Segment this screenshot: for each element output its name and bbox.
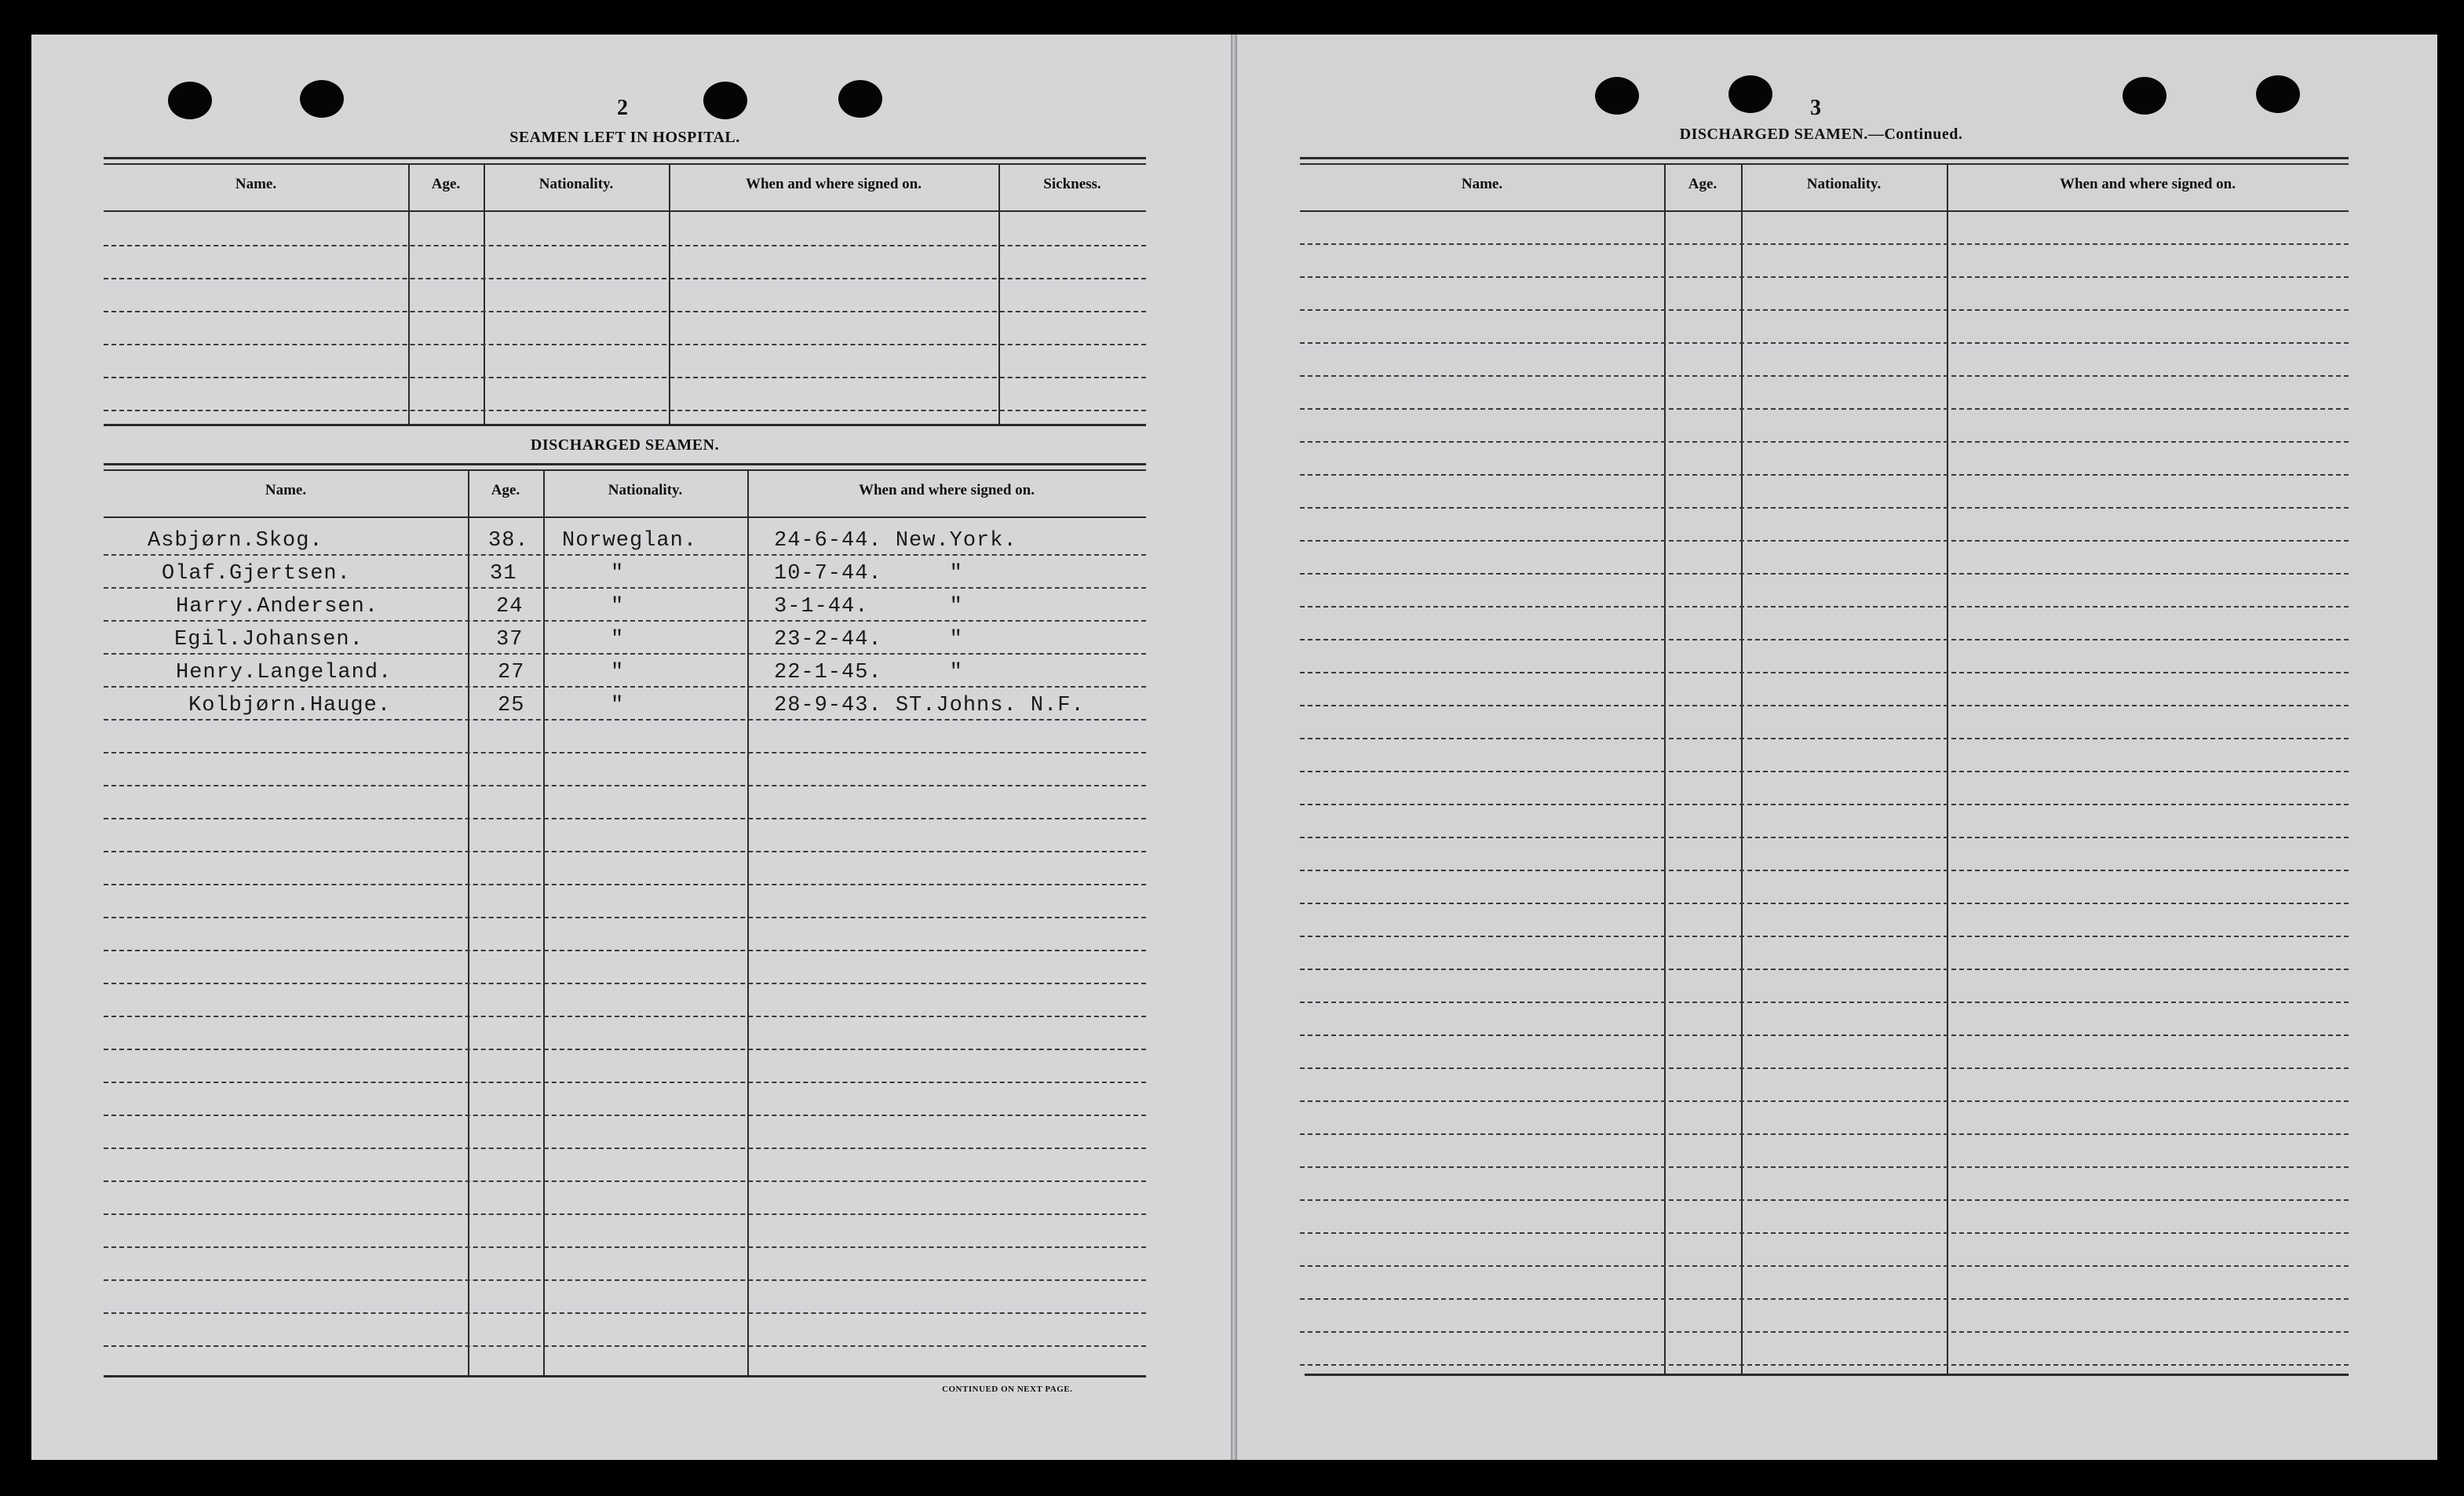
ruled-line [1300, 1166, 2349, 1168]
ruled-line [1300, 1133, 2349, 1135]
ruled-line [104, 950, 1146, 951]
ruled-line [104, 1246, 1146, 1248]
ruled-line [1300, 1232, 2349, 1234]
ruled-line [1300, 243, 2349, 245]
ruled-line [1300, 870, 2349, 871]
seaman-age: 31 [490, 562, 517, 586]
ruled-line [1300, 1002, 2349, 1003]
ruled-line [1300, 1364, 2349, 1366]
ruled-line [104, 1049, 1146, 1050]
seaman-nationality: " [611, 628, 625, 651]
punch-hole [300, 80, 344, 118]
seaman-name: Harry.Andersen. [176, 595, 379, 618]
ruled-line [104, 587, 1146, 589]
seaman-signed-on: 23-2-44. " [774, 628, 963, 651]
seaman-name: Henry.Langeland. [176, 661, 392, 684]
hospital-section-title: SEAMEN LEFT IN HOSPITAL. [509, 129, 740, 146]
ruled-line [1300, 474, 2349, 476]
seaman-nationality: " [611, 562, 625, 586]
ruled-line [104, 245, 1146, 246]
table-rule [104, 157, 1146, 159]
seaman-name: Kolbjørn.Hauge. [188, 694, 392, 717]
ruled-line [104, 1082, 1146, 1083]
ruled-line [104, 311, 1146, 312]
ruled-line [104, 686, 1146, 688]
seaman-name: Olaf.Gjertsen. [162, 562, 351, 586]
column-line [484, 165, 485, 424]
column-line [408, 165, 410, 424]
ruled-line [104, 1180, 1146, 1182]
ruled-line [104, 1345, 1146, 1347]
page-gutter [1231, 35, 1237, 1460]
discharged-section-title: DISCHARGED SEAMEN. [530, 436, 720, 454]
ruled-line [1300, 1199, 2349, 1201]
seaman-name: Asbjørn.Skog. [148, 529, 323, 553]
punch-hole [2256, 75, 2300, 113]
seaman-signed-on: 10-7-44. " [774, 562, 963, 586]
ruled-line [1300, 441, 2349, 443]
punch-hole [2123, 77, 2166, 115]
ruled-line [104, 554, 1146, 556]
ruled-line [1300, 804, 2349, 805]
seaman-signed-on: 24-6-44. New.York. [774, 529, 1017, 553]
seaman-name: Egil.Johansen. [174, 628, 363, 651]
ruled-line [1300, 1067, 2349, 1069]
ruled-line [1300, 573, 2349, 575]
punch-hole [838, 80, 882, 118]
seaman-nationality: " [611, 661, 625, 684]
ruled-line [104, 653, 1146, 655]
hospital-col-nationality: Nationality. [538, 176, 614, 192]
ruled-line [104, 377, 1146, 378]
seaman-signed-on: 28-9-43. ST.Johns. N.F. [774, 694, 1085, 717]
ruled-line [1300, 672, 2349, 673]
ruled-line [1300, 408, 2349, 410]
ruled-line [1300, 606, 2349, 608]
column-line [1741, 165, 1743, 1374]
table-rule [1305, 1374, 2349, 1376]
right-page [1236, 35, 2437, 1460]
ruled-line [1300, 540, 2349, 542]
page-number-right: 3 [1810, 96, 1821, 120]
ruled-line [1300, 936, 2349, 937]
ruled-line [104, 818, 1146, 819]
punch-hole [1728, 75, 1772, 113]
right-col-name: Name. [1461, 176, 1503, 192]
ruled-line [104, 851, 1146, 852]
table-rule [104, 163, 1146, 165]
seaman-nationality: Norweglan. [562, 529, 698, 553]
right-title-suffix: —Continued. [1867, 126, 1963, 143]
seaman-age: 25 [498, 694, 525, 717]
column-line [1664, 165, 1666, 1374]
hospital-col-sickness: Sickness. [1043, 176, 1101, 192]
ruled-line [104, 1279, 1146, 1281]
ruled-line [1300, 342, 2349, 344]
table-rule [104, 424, 1146, 426]
ruled-line [104, 344, 1146, 345]
discharged-col-name: Name. [265, 482, 307, 498]
table-rule [104, 516, 1146, 518]
ruled-line [104, 1148, 1146, 1149]
ruled-line [1300, 705, 2349, 706]
right-title-main: DISCHARGED SEAMEN. [1679, 126, 1868, 143]
seaman-nationality: " [611, 694, 625, 717]
ruled-line [104, 983, 1146, 984]
table-rule [104, 469, 1146, 471]
ruled-line [104, 620, 1146, 622]
hospital-col-age: Age. [431, 176, 461, 192]
ruled-line [1300, 1100, 2349, 1102]
ruled-line [1300, 1265, 2349, 1267]
punch-hole [703, 82, 747, 119]
ruled-line [104, 278, 1146, 279]
seaman-age: 24 [496, 595, 524, 618]
ruled-line [1300, 903, 2349, 904]
punch-hole [168, 82, 212, 119]
ruled-line [1300, 771, 2349, 772]
right-col-nationality: Nationality. [1806, 176, 1882, 192]
table-rule [1300, 163, 2349, 165]
hospital-col-name: Name. [235, 176, 277, 192]
ruled-line [1300, 639, 2349, 640]
ruled-line [104, 785, 1146, 786]
column-line [747, 471, 749, 1375]
seaman-signed-on: 3-1-44. " [774, 595, 963, 618]
hospital-col-signed-on: When and where signed on. [745, 176, 922, 192]
discharged-col-age: Age. [491, 482, 520, 498]
column-line [669, 165, 670, 424]
ruled-line [104, 752, 1146, 753]
seaman-age: 38. [488, 529, 529, 553]
punch-hole [1595, 77, 1639, 115]
seaman-nationality: " [611, 595, 625, 618]
ruled-line [104, 1312, 1146, 1314]
seaman-age: 27 [498, 661, 525, 684]
table-rule [104, 1375, 1146, 1377]
continued-footer: CONTINUED ON NEXT PAGE. [942, 1385, 1073, 1394]
ruled-line [1300, 837, 2349, 838]
ruled-line [1300, 375, 2349, 377]
table-rule [1300, 210, 2349, 212]
page-number-left: 2 [617, 96, 628, 120]
table-rule [1300, 157, 2349, 159]
seaman-age: 37 [496, 628, 524, 651]
column-line [543, 471, 545, 1375]
column-line [998, 165, 1000, 424]
ruled-line [1300, 1034, 2349, 1036]
seaman-signed-on: 22-1-45. " [774, 661, 963, 684]
ruled-line [104, 410, 1146, 411]
right-section-title [1625, 126, 2017, 144]
table-rule [104, 463, 1146, 465]
column-line [1947, 165, 1948, 1374]
ruled-line [104, 917, 1146, 918]
ruled-line [1300, 507, 2349, 509]
column-line [468, 471, 469, 1375]
right-col-age: Age. [1688, 176, 1717, 192]
ruled-line [1300, 276, 2349, 278]
discharged-col-nationality: Nationality. [608, 482, 683, 498]
ruled-line [104, 1016, 1146, 1017]
ruled-line [1300, 309, 2349, 311]
ruled-line [104, 884, 1146, 885]
right-col-signed-on: When and where signed on. [2059, 176, 2236, 192]
ruled-line [104, 1115, 1146, 1116]
ruled-line [104, 1213, 1146, 1215]
ruled-line [1300, 738, 2349, 739]
ruled-line [1300, 1298, 2349, 1300]
discharged-col-signed-on: When and where signed on. [858, 482, 1035, 498]
table-rule [104, 210, 1146, 212]
ruled-line [1300, 969, 2349, 970]
ruled-line [1300, 1331, 2349, 1333]
ruled-line [104, 719, 1146, 721]
